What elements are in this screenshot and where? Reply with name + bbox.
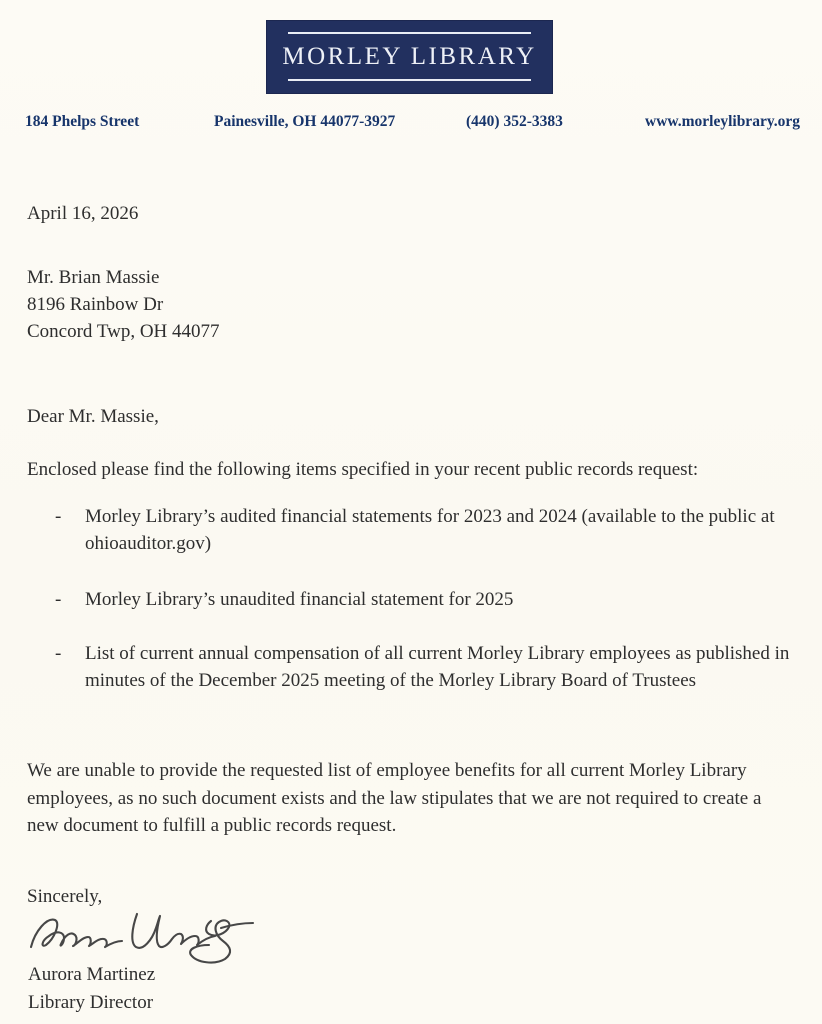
salutation: Dear Mr. Massie, (27, 406, 159, 427)
letter-date: April 16, 2026 (27, 203, 139, 224)
bullet-dash: - (55, 506, 62, 527)
handwritten-signature-image (25, 901, 275, 967)
logo-text: MORLEY LIBRARY (282, 42, 537, 70)
list-item (55, 640, 795, 694)
recipient-name: Mr. Brian Massie (27, 267, 160, 288)
bullet-dash: - (55, 589, 62, 610)
library-logo (267, 21, 552, 93)
list-item-text: List of current annual compensation of all current Morley Library employees as published in minutes of the December 2025 meeting of the Morley Library Board of Trustees (85, 643, 790, 691)
contact-website: www.morleylibrary.org (645, 113, 800, 130)
list-item-text: Morley Library’s unaudited financial statement for 2025 (85, 589, 514, 610)
body-paragraph: We are unable to provide the requested list of employee benefits for all current Morley Library employees, as no such document exists and the law stipulates that we are not required to create a new document to fulfill a public records request. (27, 760, 762, 836)
list-item (55, 503, 795, 557)
list-item (55, 586, 795, 613)
recipient-address-block (27, 264, 220, 345)
contact-phone: (440) 352-3383 (466, 113, 563, 130)
contact-bar (0, 113, 822, 137)
contact-street-address: 184 Phelps Street (25, 113, 140, 130)
recipient-street: 8196 Rainbow Dr (27, 294, 164, 315)
contact-city-state-zip: Painesville, OH 44077-3927 (214, 113, 396, 130)
logo-rules (282, 32, 537, 81)
list-item-text: Morley Library’s audited financial statements for 2023 and 2024 (available to the public at ohioauditor.gov) (85, 506, 775, 554)
recipient-city: Concord Twp, OH 44077 (27, 321, 220, 342)
intro-paragraph: Enclosed please find the following items specified in your recent public records request: (27, 459, 699, 480)
bullet-dash: - (55, 643, 62, 664)
signer-name: Aurora Martinez (28, 964, 156, 985)
closing: Sincerely, (27, 886, 103, 907)
signer-title: Library Director (28, 992, 154, 1013)
